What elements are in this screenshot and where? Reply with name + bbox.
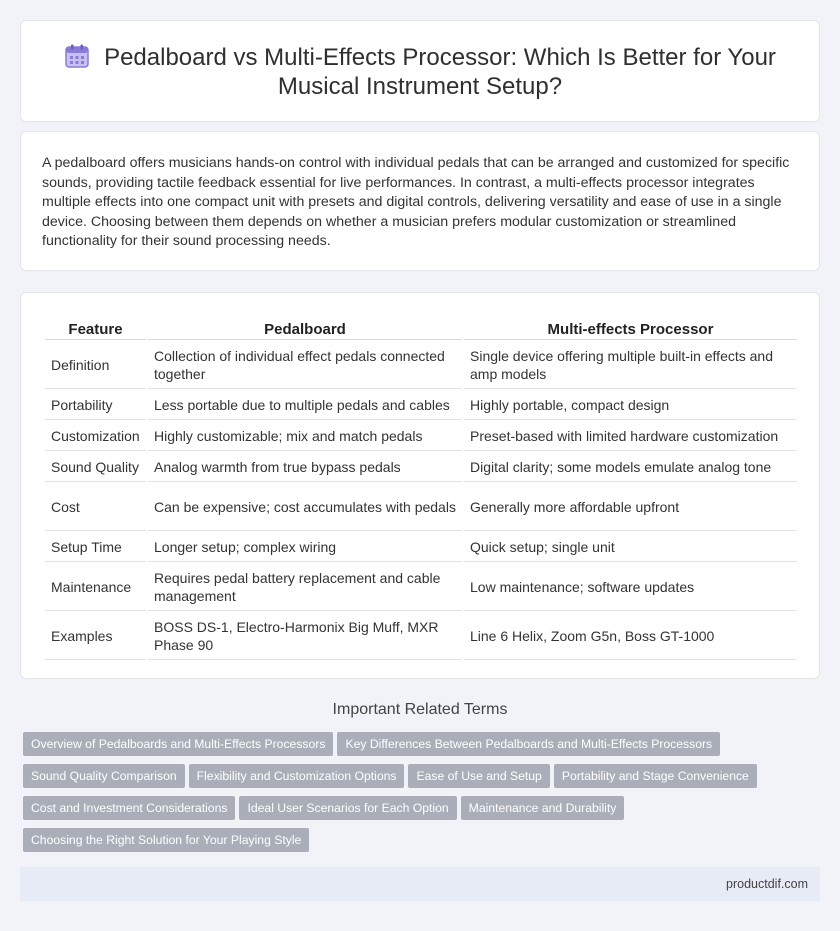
related-term-tag[interactable]: Maintenance and Durability xyxy=(461,796,625,820)
cell-feature: Definition xyxy=(45,342,146,389)
cell-feature: Customization xyxy=(45,422,146,451)
cell-pedalboard: Can be expensive; cost accumulates with pedals xyxy=(148,484,462,531)
cell-pedalboard: Longer setup; complex wiring xyxy=(148,533,462,562)
related-term-tag[interactable]: Flexibility and Customization Options xyxy=(189,764,405,788)
cell-pedalboard: Less portable due to multiple pedals and cables xyxy=(148,391,462,420)
title-line-2: Musical Instrument Setup? xyxy=(277,73,563,100)
header-feature: Feature xyxy=(45,318,146,340)
cell-multi-effects: Preset-based with limited hardware customization xyxy=(464,422,797,451)
cell-pedalboard: BOSS DS-1, Electro-Harmonix Big Muff, MXR Phase 90 xyxy=(148,613,462,660)
table-row xyxy=(45,484,797,531)
related-terms-list xyxy=(23,732,823,860)
cell-multi-effects: Generally more affordable upfront xyxy=(464,484,797,531)
intro-card xyxy=(20,131,820,271)
related-term-tag[interactable]: Cost and Investment Considerations xyxy=(23,796,235,820)
related-term-tag[interactable]: Choosing the Right Solution for Your Playing Style xyxy=(23,828,309,852)
footer-site-link[interactable]: productdif.com xyxy=(726,877,808,891)
cell-multi-effects: Line 6 Helix, Zoom G5n, Boss GT-1000 xyxy=(464,613,797,660)
related-term-tag[interactable]: Ideal User Scenarios for Each Option xyxy=(239,796,456,820)
comparison-table xyxy=(43,316,799,662)
title-line-1: Pedalboard vs Multi-Effects Processor: Which Is Better for Your xyxy=(104,44,776,71)
header-multi-effects: Multi-effects Processor xyxy=(464,318,797,340)
related-terms-heading: Important Related Terms xyxy=(332,701,508,718)
title-card xyxy=(20,20,820,122)
cell-pedalboard: Analog warmth from true bypass pedals xyxy=(148,453,462,482)
cell-multi-effects: Low maintenance; software updates xyxy=(464,564,797,611)
header-pedalboard: Pedalboard xyxy=(148,318,462,340)
cell-feature: Setup Time xyxy=(45,533,146,562)
cell-feature: Sound Quality xyxy=(45,453,146,482)
table-row xyxy=(45,564,797,611)
table-row xyxy=(45,342,797,389)
cell-feature: Examples xyxy=(45,613,146,660)
footer xyxy=(20,867,820,901)
related-term-tag[interactable]: Key Differences Between Pedalboards and Multi-Effects Processors xyxy=(337,732,720,756)
cell-pedalboard: Collection of individual effect pedals connected together xyxy=(148,342,462,389)
table-header-row xyxy=(45,318,797,340)
table-row xyxy=(45,391,797,420)
cell-feature: Maintenance xyxy=(45,564,146,611)
cell-multi-effects: Highly portable, compact design xyxy=(464,391,797,420)
related-term-tag[interactable]: Ease of Use and Setup xyxy=(408,764,549,788)
table-row xyxy=(45,422,797,451)
related-term-tag[interactable]: Sound Quality Comparison xyxy=(23,764,185,788)
related-term-tag[interactable]: Portability and Stage Convenience xyxy=(554,764,757,788)
cell-pedalboard: Requires pedal battery replacement and cable management xyxy=(148,564,462,611)
comparison-card xyxy=(20,292,820,679)
cell-multi-effects: Digital clarity; some models emulate analog tone xyxy=(464,453,797,482)
table-row xyxy=(45,613,797,660)
cell-multi-effects: Single device offering multiple built-in effects and amp models xyxy=(464,342,797,389)
table-row xyxy=(45,533,797,562)
calendar-icon xyxy=(64,43,90,69)
cell-feature: Portability xyxy=(45,391,146,420)
cell-multi-effects: Quick setup; single unit xyxy=(464,533,797,562)
related-term-tag[interactable]: Overview of Pedalboards and Multi-Effects Processors xyxy=(23,732,333,756)
intro-paragraph: A pedalboard offers musicians hands-on control with individual pedals that can be arranged and customized for specific sounds, providing tactile feedback essential for live performances. In contrast, a multi-effects processor integrates multiple effects into one compact unit with presets and digital controls, delivering versatility and ease of use in a single device. Choosing between them depends on whether a musician prefers modular customization or streamlined functionality for their sound processing needs. xyxy=(42,155,790,250)
cell-feature: Cost xyxy=(45,484,146,531)
table-row xyxy=(45,453,797,482)
cell-pedalboard: Highly customizable; mix and match pedals xyxy=(148,422,462,451)
page-title xyxy=(21,43,819,101)
